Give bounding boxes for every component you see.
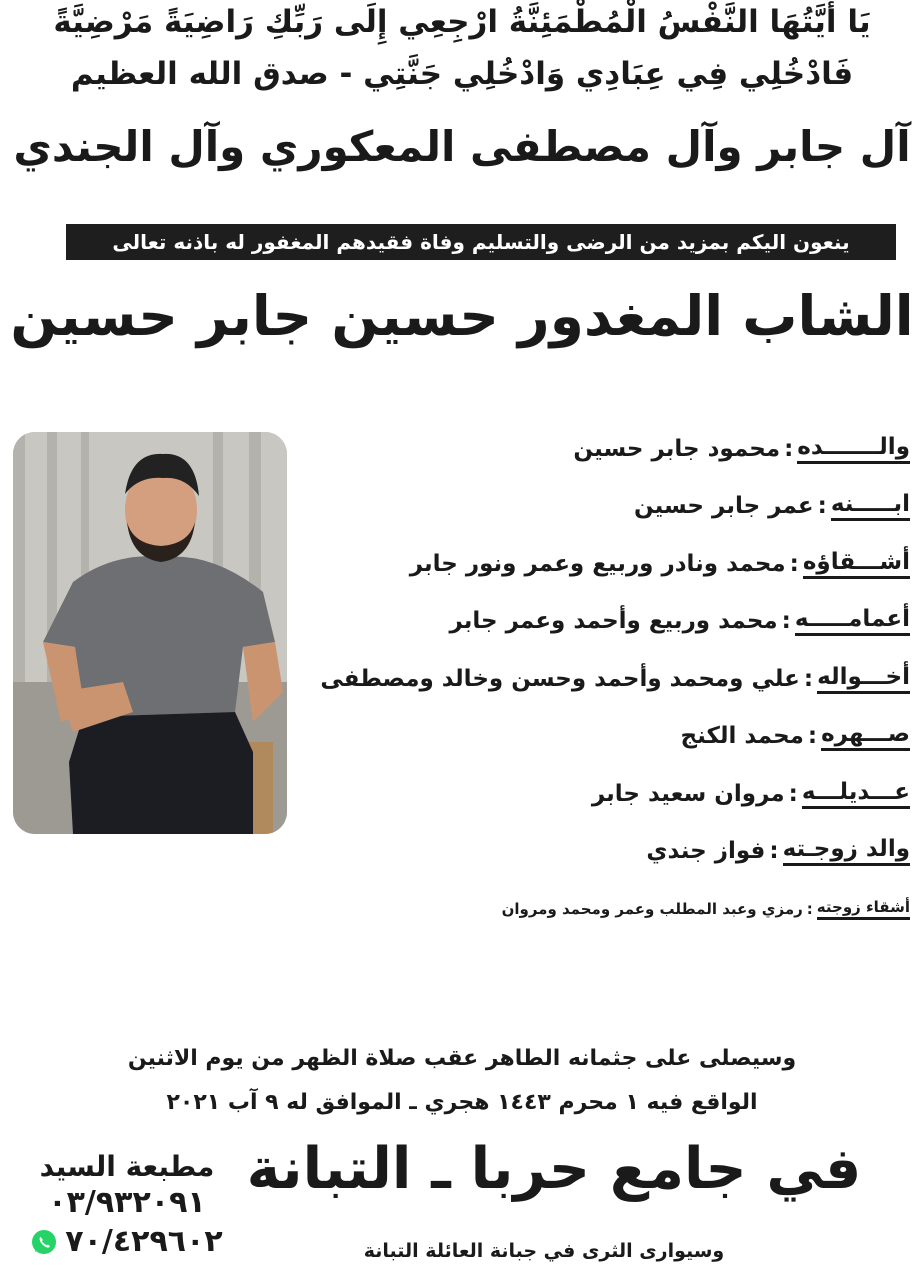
relative-colon: :: [807, 723, 818, 750]
prayer-line-2: الواقع فيه ١ محرم ١٤٤٣ هجري ـ الموافق له ٩ آب ٢٠٢١: [166, 1090, 758, 1115]
printer-mobile: ٧٠/٤٢٩٦٠٢: [65, 1224, 223, 1259]
relative-colon: :: [789, 550, 799, 577]
relative-label: ابـــــنه: [831, 491, 910, 521]
relative-row-father-in-law: [310, 823, 910, 881]
printer-phone: ٠٣/٩٣٢٠٩١: [48, 1185, 206, 1220]
relative-row-wife-brothers: [310, 880, 910, 938]
relative-colon: :: [788, 780, 798, 807]
relative-label: أشـــقاؤه: [803, 549, 910, 579]
relative-row-son: [310, 478, 910, 536]
relative-colon: :: [817, 493, 827, 520]
relatives-list: [310, 420, 910, 938]
whatsapp-icon: [31, 1229, 57, 1255]
relative-value: عمر جابر حسين: [633, 493, 814, 520]
relative-colon: :: [781, 608, 791, 635]
relative-row-co-brother-in-law: [310, 765, 910, 823]
deceased-photo: [13, 432, 287, 834]
mosque-location: في جامع حربا ـ التبانة: [246, 1136, 862, 1202]
relative-value: محمد الكنج: [680, 723, 804, 750]
relative-value: علي ومحمد وأحمد وحسن وخالد ومصطفى: [320, 665, 800, 692]
printer-name: مطبعة السيد: [39, 1150, 215, 1183]
relative-colon: :: [784, 435, 794, 462]
relative-row-father: [310, 420, 910, 478]
families-heading: آل جابر وآل مصطفى المعكوري وآل الجندي: [13, 122, 911, 171]
relative-value: محمد ونادر وربيع وعمر ونور جابر: [409, 550, 786, 577]
relative-label: أخـــواله: [817, 664, 910, 694]
announcement-bar: ينعون اليكم بمزيد من الرضى والتسليم وفاة فقيدهم المغفور له باذنه تعالى: [66, 224, 896, 260]
relative-value: فواز جندي: [646, 838, 766, 865]
printer-info: [22, 1150, 232, 1259]
relative-colon: :: [803, 665, 814, 692]
relative-label: صـــهره: [821, 721, 910, 751]
relative-label: والد زوجـته: [783, 836, 910, 866]
deceased-name: الشاب المغدور حسين جابر حسين: [10, 284, 914, 348]
relative-value: مروان سعيد جابر: [591, 780, 785, 807]
quran-verse-line-1: يَا أَيَّتُهَا النَّفْسُ الْمُطْمَئِنَّةُ ارْجِعِي إِلَى رَبِّكِ رَاضِيَةً مَرْضِيَّةً: [53, 4, 871, 40]
relative-row-paternal-uncles: [310, 593, 910, 651]
relative-row-brother-in-law: [310, 708, 910, 766]
portrait-photo-icon: [13, 432, 287, 834]
relative-label: عـــديلـــه: [802, 779, 910, 809]
quran-verse-line-2: فَادْخُلِي فِي عِبَادِي وَادْخُلِي جَنَّتِي - صدق الله العظيم: [70, 56, 854, 92]
relative-label: أعمامـــــه: [795, 606, 910, 636]
relative-label: والـــــــده: [797, 434, 910, 464]
relative-row-maternal-uncles: [310, 650, 910, 708]
relative-colon: :: [806, 899, 813, 918]
relative-value: محمود جابر حسين: [573, 435, 781, 462]
relative-colon: :: [769, 838, 779, 865]
prayer-line-1: وسيصلى على جثمانه الطاهر عقب صلاة الظهر من يوم الاثنين: [127, 1046, 797, 1071]
relative-label: أشقاء زوجته: [817, 898, 910, 920]
printer-mobile-row: [22, 1224, 232, 1259]
burial-note: وسيوارى الثرى في جبانة العائلة التبانة: [363, 1240, 725, 1262]
relative-row-brothers: [310, 535, 910, 593]
relative-value: رمزي وعبد المطلب وعمر ومحمد ومروان: [501, 899, 803, 918]
relative-value: محمد وربيع وأحمد وعمر جابر: [449, 608, 778, 635]
